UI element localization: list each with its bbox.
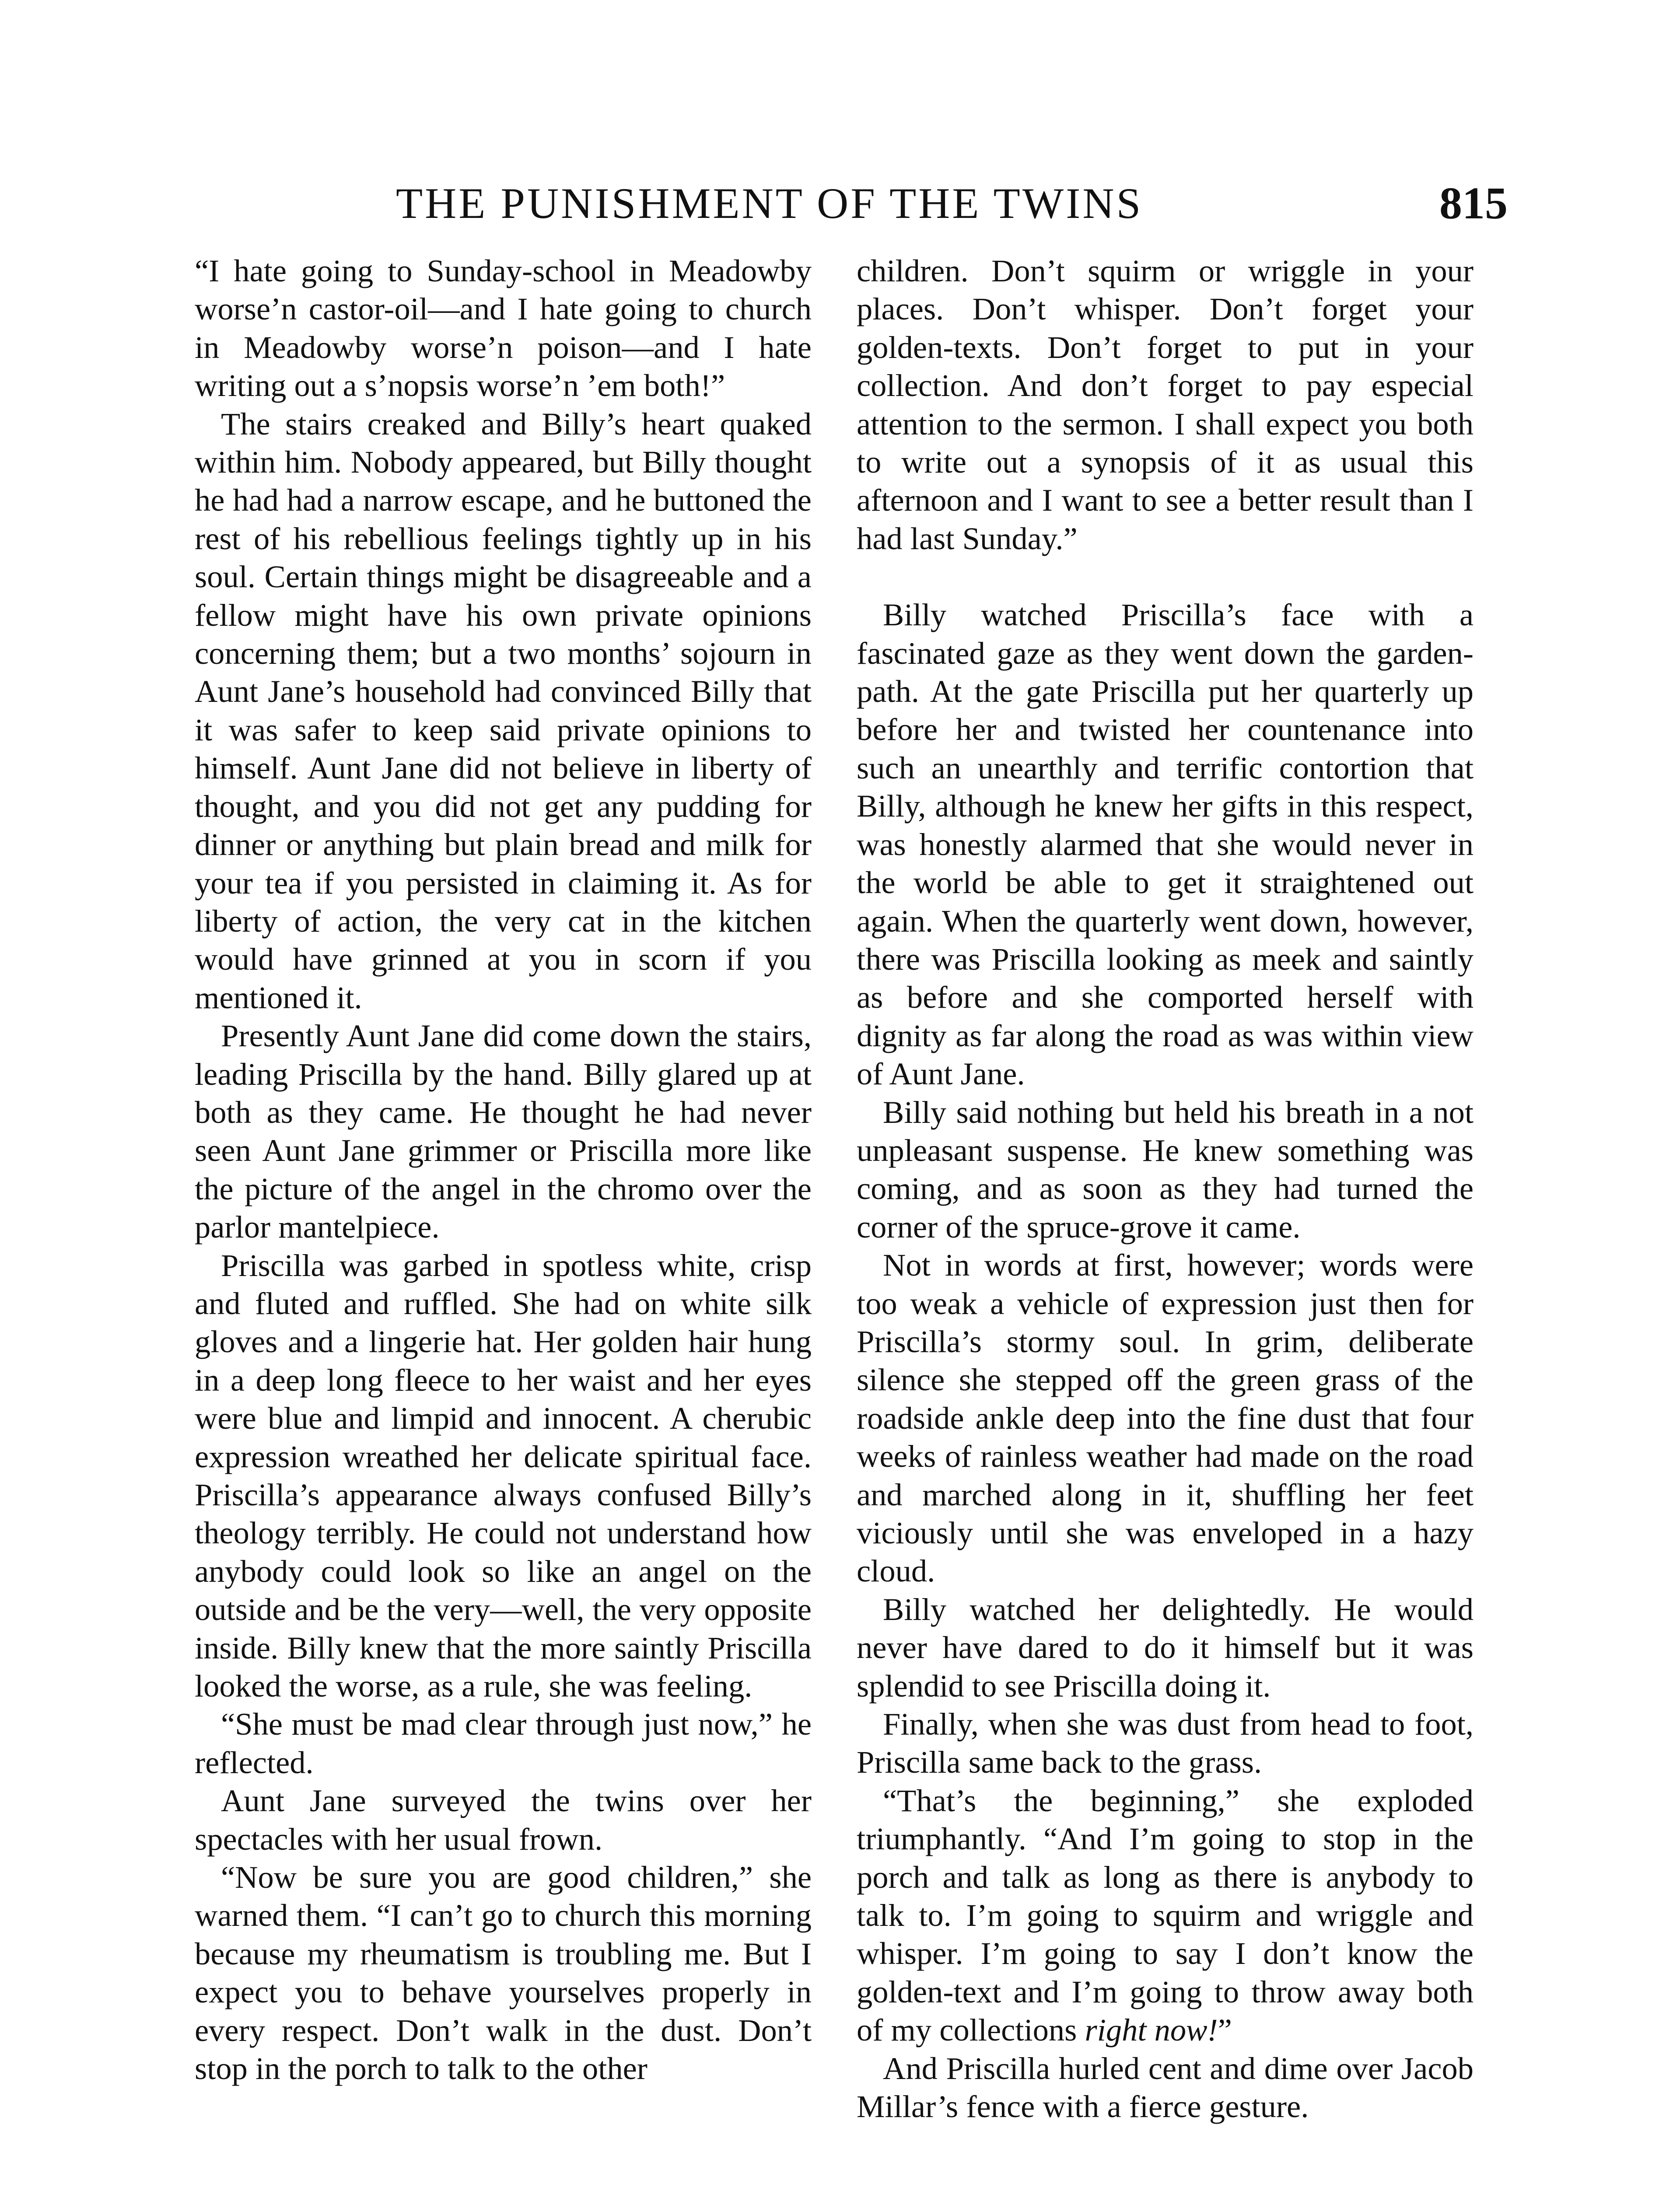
running-title: THE PUNISHMENT OF THE TWINS xyxy=(396,179,1143,228)
paragraph xyxy=(857,1781,1474,2049)
right-column xyxy=(857,252,1474,2126)
paragraph: And Priscilla hurled cent and dime over Jacob Millar’s fence with a fierce gesture. xyxy=(857,2050,1474,2125)
paragraph: The stairs creaked and Billy’s heart quaked within him. Nobody appeared, but Billy thought he had had a narrow escape, and he buttoned the rest of his rebellious feelings tightly up in his soul. Certain things might be disagreeable and a fellow might have his own private opinions concerning them; but a two months’ sojourn in Aunt Jane’s household had convinced Billy that it was safer to keep said private opinions to himself. Aunt Jane did not believe in liberty of thought, and you did not get any pudding for dinner or anything but plain bread and milk for your tea if you persisted in claiming it. As for liberty of action, the very cat in the kitchen would have grinned at you in scorn if you mentioned it. xyxy=(195,406,812,1015)
paragraph: Priscilla was garbed in spotless white, crisp and fluted and ruffled. She had on white silk gloves and a lingerie hat. Her golden hair hung in a deep long fleece to her waist and her eyes were blue and limpid and innocent. A cherubic expression wreathed her delicate spiritual face. Priscilla’s appearance always confused Billy’s theology terribly. He could not understand how anybody could look so like an angel on the outside and be the very—well, the very opposite inside. Billy knew that the more saintly Priscilla looked the worse, as a rule, she was feeling. xyxy=(195,1247,812,1704)
paragraph: Not in words at first, however; words were too weak a vehicle of expression just then for Priscilla’s stormy soul. In grim, deliberate silence she stepped off the green grass of the roadside ankle deep into the fine dust that four weeks of rainless weather had made on the road and marched along in it, shuffling her feet viciously until she was enveloped in a hazy cloud. xyxy=(857,1247,1474,1589)
page-header xyxy=(0,175,1680,232)
paragraph: “Now be sure you are good children,” she warned them. “I can’t go to church this morning because my rheumatism is troubling me. But I expect you to behave yourselves properly in every respect. Don’t walk in the dust. Don’t stop in the porch to talk to the other xyxy=(195,1859,812,2086)
paragraph: “She must be mad clear through just now,” he reflected. xyxy=(195,1706,812,1780)
paragraph: Billy watched her delightedly. He would never have dared to do it himself but it was splendid to see Priscilla doing it. xyxy=(857,1591,1474,1704)
page-number: 815 xyxy=(1439,178,1508,228)
paragraph: Billy said nothing but held his breath in a not unpleasant suspense. He knew something was coming, and as soon as they had turned the corner of the spruce-grove it came. xyxy=(857,1094,1474,1245)
paragraph: “I hate going to Sunday-school in Meadowby worse’n castor-oil—and I hate going to church in Meadowby worse’n poison—and I hate writing out a s’nopsis worse’n ’em both!” xyxy=(195,253,812,403)
paragraph: Presently Aunt Jane did come down the stairs, leading Priscilla by the hand. Billy glared up at both as they came. He thought he had never seen Aunt Jane grimmer or Priscilla more like the picture of the angel in the chromo over the parlor mantelpiece. xyxy=(195,1018,812,1245)
paragraph: Billy watched Priscilla’s face with a fascinated gaze as they went down the garden-path. At the gate Priscilla put her quarterly up before her and twisted her countenance into such an unearthly and terrific contortion that Billy, although he knew her gifts in this respect, was honestly alarmed that she would never in the world be able to get it straightened out again. When the quarterly went down, however, there was Priscilla looking as meek and saintly as before and she comported herself with dignity as far along the road as was within view of Aunt Jane. xyxy=(857,597,1474,1092)
closing-quote: ” xyxy=(1218,2012,1232,2048)
paragraph: Finally, when she was dust from head to foot, Priscilla same back to the grass. xyxy=(857,1706,1474,1780)
paragraph-text: “That’s the beginning,” she exploded triumphantly. “And I’m going to stop in the porch and talk as long as there is anybody to talk to. I’m going to squirm and wriggle and whisper. I’m going to say I don’t know the golden-text and I’m going to throw away both of my collections xyxy=(857,1782,1474,2048)
italic-emphasis: right now! xyxy=(1085,2012,1218,2048)
left-column xyxy=(195,252,812,2088)
paragraph-continued: children. Don’t squirm or wriggle in your places. Don’t whisper. Don’t forget your golden-texts. Don’t forget to put in your collection. And don’t forget to pay especial attention to the sermon. I shall expect you both to write out a synopsis of it as usual this afternoon and I want to see a better result than I had last Sunday.” xyxy=(857,253,1474,556)
paragraph: Aunt Jane surveyed the twins over her spectacles with her usual frown. xyxy=(195,1783,812,1857)
